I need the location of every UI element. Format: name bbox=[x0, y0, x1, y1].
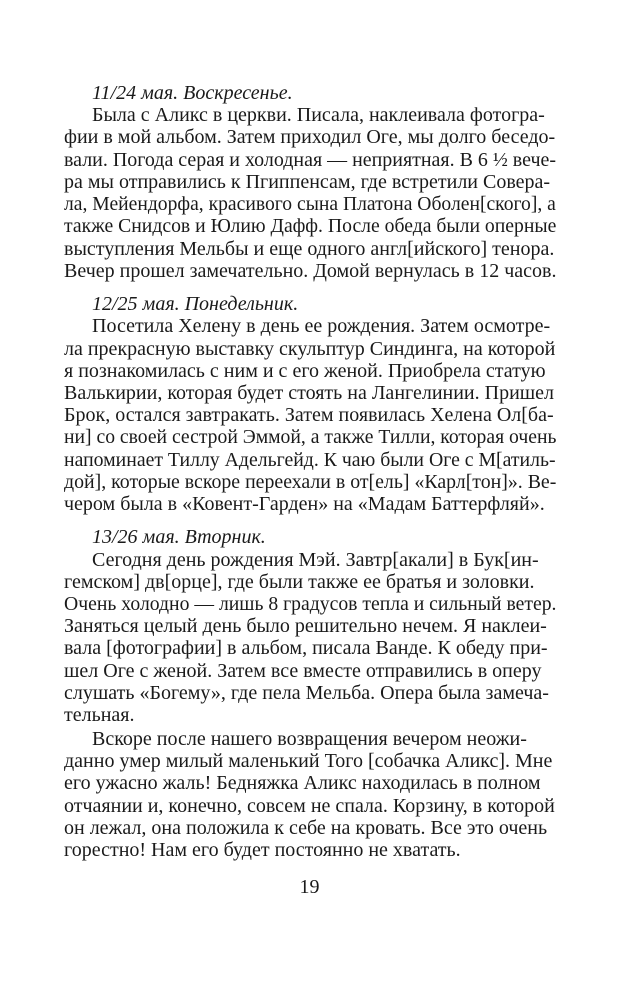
text-line: чером была в «Ковент-Гарден» на «Мадам Баттерфляй». bbox=[64, 493, 545, 515]
text-line: Была с Аликс в церкви. Писала, наклеивала фотогра- bbox=[92, 104, 545, 127]
text-line: Вечер прошел замечательно. Домой вернулась в 12 часов. bbox=[64, 259, 557, 282]
page-number: 19 bbox=[299, 876, 320, 898]
text-line: вала [фотографии] в альбом, писала Ванде. К обеду при- bbox=[64, 637, 548, 660]
text-line: тельная. bbox=[64, 704, 135, 726]
text-line: напоминает Тиллу Адельгейд. К чаю были Оге с М[атиль- bbox=[64, 448, 556, 471]
entry-title: 13/26 мая. Вторник. bbox=[92, 526, 266, 549]
text-line: вали. Погода серая и холодная — неприятная. В 6 ½ вече- bbox=[64, 148, 557, 171]
text-line: Сегодня день рождения Мэй. Завтр[акали] в Бук[ин- bbox=[92, 548, 539, 571]
text-line: данно умер милый маленький Того [собачка Аликс]. Мне bbox=[64, 750, 553, 773]
text-line: ра мы отправились к Пгиппенсам, где встретили Совера- bbox=[64, 170, 551, 193]
text-line: Вскоре после нашего возвращения вечером неожи- bbox=[92, 727, 527, 750]
text-line: выступления Мельбы и еще одного англ[ийского] тенора. bbox=[64, 237, 555, 260]
text-line: Заняться целый день было решительно нечем. Я наклеи- bbox=[64, 615, 547, 638]
text-line: Валькирии, которая будет стоять на Лангелинии. Пришел bbox=[64, 381, 555, 404]
text-line: ла, Мейендорфа, красивого сына Платона Оболен[ского], а bbox=[64, 193, 556, 216]
text-line: шел Оге с женой. Затем все вместе отправились в оперу bbox=[64, 659, 542, 682]
text-line: фии в мой альбом. Затем приходил Оге, мы долго беседо- bbox=[64, 126, 556, 149]
text-line: Посетила Хелену в день ее рождения. Затем осмотре- bbox=[92, 315, 551, 338]
text-line: отчаянии и, конечно, совсем не спала. Корзину, в которой bbox=[64, 794, 555, 817]
text-line: Брок, остался завтракать. Затем появилась Хелена Ол[ба- bbox=[64, 404, 554, 427]
text-line: я познакомилась с ним и с его женой. Приобрела статую bbox=[64, 359, 546, 382]
text-line: его ужасно жаль! Бедняжка Аликс находилась в полном bbox=[64, 772, 541, 795]
entry-title: 12/25 мая. Понедельник. bbox=[92, 293, 299, 315]
text-line: дой], которые вскоре переехали в от[ель] «Карл[тон]». Ве- bbox=[64, 470, 557, 493]
text-line: он лежал, она положила к себе на кровать. Все это очень bbox=[64, 816, 548, 839]
text-line: также Снидсов и Юлию Дафф. После обеда были оперные bbox=[64, 215, 557, 238]
text-line: Очень холодно — лишь 8 градусов тепла и сильный ветер. bbox=[64, 592, 557, 615]
text-line: гемском] дв[орце], где были также ее братья и золовки. bbox=[64, 570, 535, 593]
entry-title: 11/24 мая. Воскресенье. bbox=[92, 82, 293, 104]
text-line: слушать «Богему», где пела Мельба. Опера была замеча- bbox=[64, 681, 549, 704]
text-line: ла прекрасную выставку скульптур Синдинга, на которой bbox=[64, 337, 556, 360]
text-line: ни] со своей сестрой Эммой, а также Тилли, которая очень bbox=[64, 426, 557, 449]
text-line: горестно! Нам его будет постоянно не хватать. bbox=[64, 839, 461, 861]
